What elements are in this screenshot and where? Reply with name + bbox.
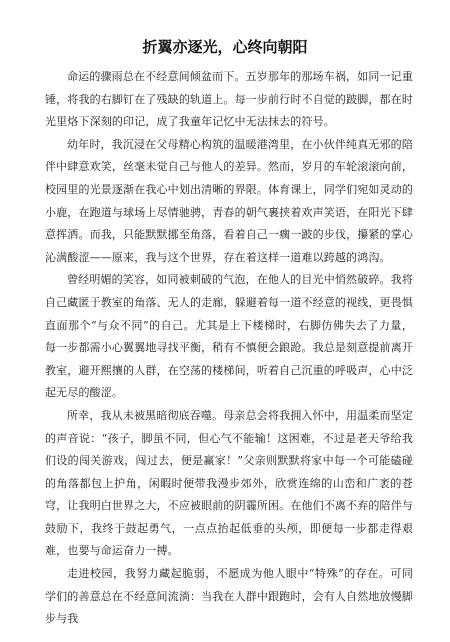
paragraph: 曾经明媚的笑容，如同被刺破的气泡，在他人的目光中悄然破碎。我将自己藏匿于教室的角落、无人的走廊，躲避着每一道不经意的视线，更畏惧直面那个“与众不同”的自己。尤其是上下楼梯时，右脚仿佛失去了力量，每一步都需小心翼翼地寻找平衡，稍有不慎便会踉跄。我总是刻意提前离开教室，避开熙攘的人群，在空荡的楼梯间，听着自己沉重的呼吸声，心中泛起无尽的酸涩。	[45, 273, 413, 400]
document-title: 折翼亦逐光，心终向朝阳	[142, 38, 308, 56]
document-body	[45, 66, 413, 631]
paragraph: 命运的骤雨总在不经意间倾盆而下。五岁那年的那场车祸，如同一记重锤，将我的右脚钉在了残缺的轨道上。每一步前行时不自觉的跛脚，都在时光里烙下深刻的印记，成了我童年记忆中无法抹去的符号。	[45, 70, 413, 129]
paragraph: 所幸，我从未被黑暗彻底吞噬。母亲总会将我拥入怀中，用温柔而坚定的声音说：“孩子，脚虽不同，但心气不能输！这困难，不过是老天爷给我们设的闯关游戏，闯过去，便是赢家！”父亲则默默将家中每一个可能磕碰的角落都包上护角，闲暇时便带我漫步郊外，欣赏连绵的山峦和广袤的苍穹，让我明白世界之大，不应被眼前的阴霾所困。在他们不离不弃的陪伴与鼓励下，我终于鼓起勇气，一点点抬起低垂的头颅，即便每一步都走得艰难，也要与命运奋力一搏。	[45, 408, 413, 558]
paragraph: 走进校园，我努力藏起脆弱，不愿成为他人眼中“特殊”的存在。可同学们的善意总在不经意间流淌：当我在人群中跟跑时，会有人自然地放慢脚步与我	[45, 567, 413, 626]
paragraph: 幼年时，我沉浸在父母精心构筑的温暖港湾里，在小伙伴纯真无邪的陪伴中肆意欢笑，丝毫未觉自己与他人的差异。然而，岁月的车轮滚滚向前，校园里的光景逐渐在我心中划出清晰的界限。体育课上，同学们宛如灵动的小鹿，在跑道与球场上尽情驰骋，青春的朝气裹挟着欢声笑语，在阳光下肆意挥洒。而我，只能默默挪至角落，看着自己一瘸一跛的步伐，攥紧的掌心沁满酸涩——原来，我与这个世界，存在着这样一道难以跨越的鸿沟。	[45, 137, 413, 264]
